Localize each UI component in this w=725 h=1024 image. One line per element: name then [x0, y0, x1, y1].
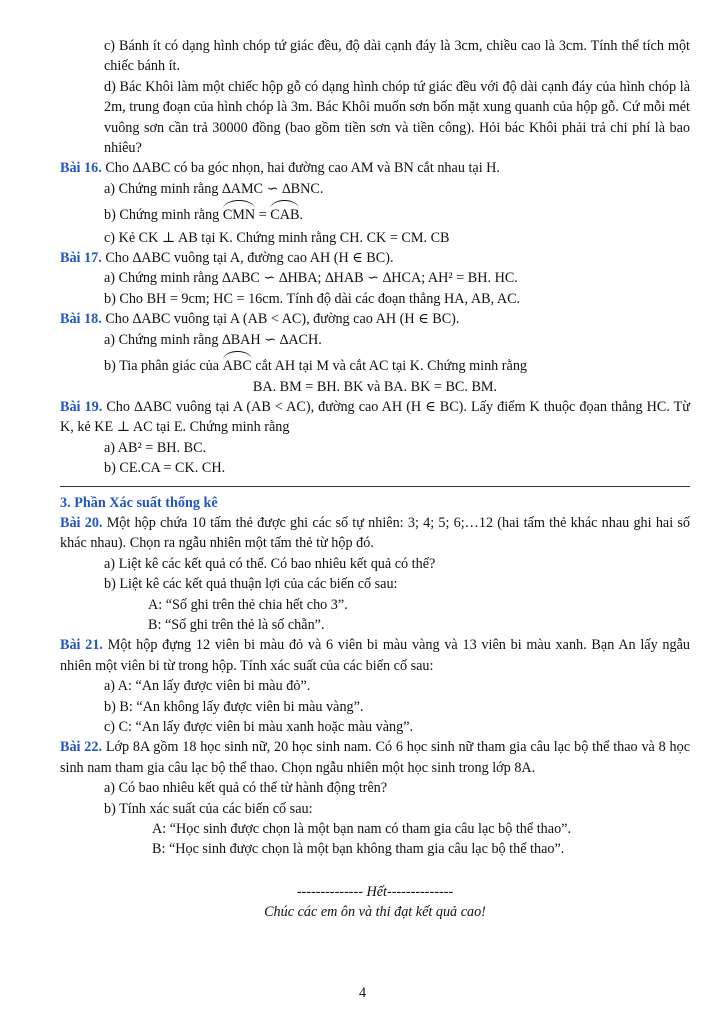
- text-span: .: [299, 207, 303, 224]
- exercise-text: Một hộp đựng 12 viên bi màu đỏ và 6 viên bi màu vàng và 13 viên bi màu xanh. Bạn An lấy ngẫu nhiên một viên bi từ trong hộp. Tính xác suất của các biến cố sau:: [60, 637, 690, 674]
- section-divider: [60, 486, 690, 487]
- exercise-label: Bài 16.: [60, 160, 102, 177]
- end-marker: -------------- Hết--------------: [296, 883, 454, 900]
- exercise-19-b: b) CE.CA = CK. CH.: [104, 460, 226, 477]
- event-a: A: “Học sinh được chọn là một bạn nam có tham gia câu lạc bộ thể thao”.: [152, 821, 572, 838]
- exercise-20: [60, 513, 690, 554]
- exercise-22-b: b) Tính xác suất của các biến cố sau:: [104, 800, 313, 817]
- exercise-18: [60, 309, 690, 329]
- text-span: cắt AH tại M và cắt AC tại K. Chứng minh rằng: [251, 358, 528, 375]
- exercise-text: Cho ∆ABC vuông tại A (AB < AC), đường cao AH (H ∈ BC). Lấy điểm K thuộc đọan thẳng HC. Từ K, kẻ KE ⊥ AC tại E. Chứng minh rằng: [60, 398, 690, 436]
- page-number: 4: [358, 985, 367, 1001]
- exercise-16: [60, 158, 690, 178]
- exercise-label: Bài 20.: [60, 514, 103, 531]
- exercise-text: Cho ∆ABC vuông tại A (AB < AC), đường cao AH (H ∈ BC).: [101, 311, 460, 328]
- exercise-19: [60, 397, 690, 438]
- exercise-label: Bài 21.: [60, 637, 103, 654]
- exercise-18-b: [60, 353, 690, 376]
- document-page: [60, 36, 690, 923]
- exercise-label: Bài 19.: [60, 398, 103, 415]
- exercise-label: Bài 17.: [60, 250, 102, 267]
- exercise-item-c: c) Bánh ít có dạng hình chóp tứ giác đều, độ dài cạnh đáy là 3cm, chiều cao là 3cm. Tính thể tích một chiếc bánh ít.: [104, 38, 690, 75]
- exercise-16-c: c) Kẻ CK ⊥ AB tại K. Chứng minh rằng CH. CK = CM. CB: [104, 229, 450, 246]
- exercise-item-d: d) Bác Khôi làm một chiếc hộp gỗ có dạng hình chóp tứ giác đều với độ dài cạnh đáy của hình chóp là 2m, trung đoạn của hình chóp là 3m. Bác Khôi muốn sơn bốn mặt xung quanh của hộp gỗ. Cứ mỗi mét vuông sơn cần trả 30000 đồng (bao gồm tiền sơn và tiền công). Hỏi bác Khôi phải trả chi phí là bao nhiêu?: [104, 78, 690, 157]
- exercise-text: Cho ∆ABC vuông tại A, đường cao AH (H ∈ BC).: [101, 250, 394, 267]
- exercise-21-a: a) A: “An lấy được viên bi màu đỏ”.: [104, 678, 311, 695]
- exercise-22: [60, 737, 690, 778]
- exercise-label: Bài 18.: [60, 311, 102, 328]
- exercise-label: Bài 22.: [60, 739, 103, 756]
- angle-cmn: CMN: [223, 202, 255, 225]
- text-span: =: [255, 207, 271, 224]
- exercise-text: Cho ∆ABC có ba góc nhọn, hai đường cao AM và BN cắt nhau tại H.: [101, 160, 500, 177]
- exercise-20-a: a) Liệt kê các kết quả có thể. Có bao nhiêu kết quả có thể?: [104, 555, 436, 572]
- exercise-21-b: b) B: “An không lấy được viên bi màu vàng”.: [104, 698, 364, 715]
- text-span: b) Tia phân giác của: [104, 358, 223, 375]
- section-heading: 3. Phần Xác suất thống kê: [60, 494, 218, 511]
- exercise-16-b: [60, 202, 690, 225]
- exercise-17-b: b) Cho BH = 9cm; HC = 16cm. Tính độ dài các đoạn thẳng HA, AB, AC.: [104, 290, 521, 307]
- event-b: B: “Học sinh được chọn là một bạn không tham gia câu lạc bộ thể thao”.: [152, 841, 565, 858]
- exercise-22-a: a) Có bao nhiêu kết quả có thể từ hành động trên?: [104, 780, 388, 797]
- exercise-text: Lớp 8A gồm 18 học sinh nữ, 20 học sinh nam. Có 6 học sinh nữ tham gia câu lạc bộ thể thao và 8 học sinh nam tham gia câu lạc bộ thể thao. Chọn ngẫu nhiên một học sinh trong lớp 8A.: [60, 739, 690, 776]
- exercise-16-a: a) Chứng minh rằng ∆AMC ∽ ∆BNC.: [104, 180, 324, 197]
- exercise-18-a: a) Chứng minh rằng ∆BAH ∽ ∆ACH.: [104, 331, 322, 348]
- exercise-20-b: b) Liệt kê các kết quả thuận lợi của các biến cố sau:: [104, 576, 398, 593]
- exercise-21: [60, 635, 690, 676]
- exercise-text: Một hộp chứa 10 tấm thẻ được ghi các số tự nhiên: 3; 4; 5; 6;…12 (hai tấm thẻ khác nhau ghi hai số khác nhau). Chọn ra ngẫu nhiên một tấm thẻ từ hộp đó.: [60, 514, 690, 552]
- event-a: A: “Số ghi trên thẻ chia hết cho 3”.: [148, 596, 348, 613]
- angle-cab: CAB: [270, 202, 299, 225]
- exercise-17: [60, 248, 690, 268]
- event-b: B: “Số ghi trên thẻ là số chẵn”.: [148, 616, 325, 633]
- exercise-19-a: a) AB² = BH. BC.: [104, 439, 207, 456]
- closing-message: Chúc các em ôn và thi đạt kết quả cao!: [264, 904, 486, 921]
- exercise-18-equation: BA. BM = BH. BK và BA. BK = BC. BM.: [252, 378, 498, 395]
- text-span: b) Chứng minh rằng: [104, 207, 223, 224]
- exercise-17-a: a) Chứng minh rằng ∆ABC ∽ ∆HBA; ∆HAB ∽ ∆HCA; AH² = BH. HC.: [104, 270, 518, 287]
- exercise-21-c: c) C: “An lấy được viên bi màu xanh hoặc màu vàng”.: [104, 719, 414, 735]
- angle-abc: ABC: [223, 353, 252, 376]
